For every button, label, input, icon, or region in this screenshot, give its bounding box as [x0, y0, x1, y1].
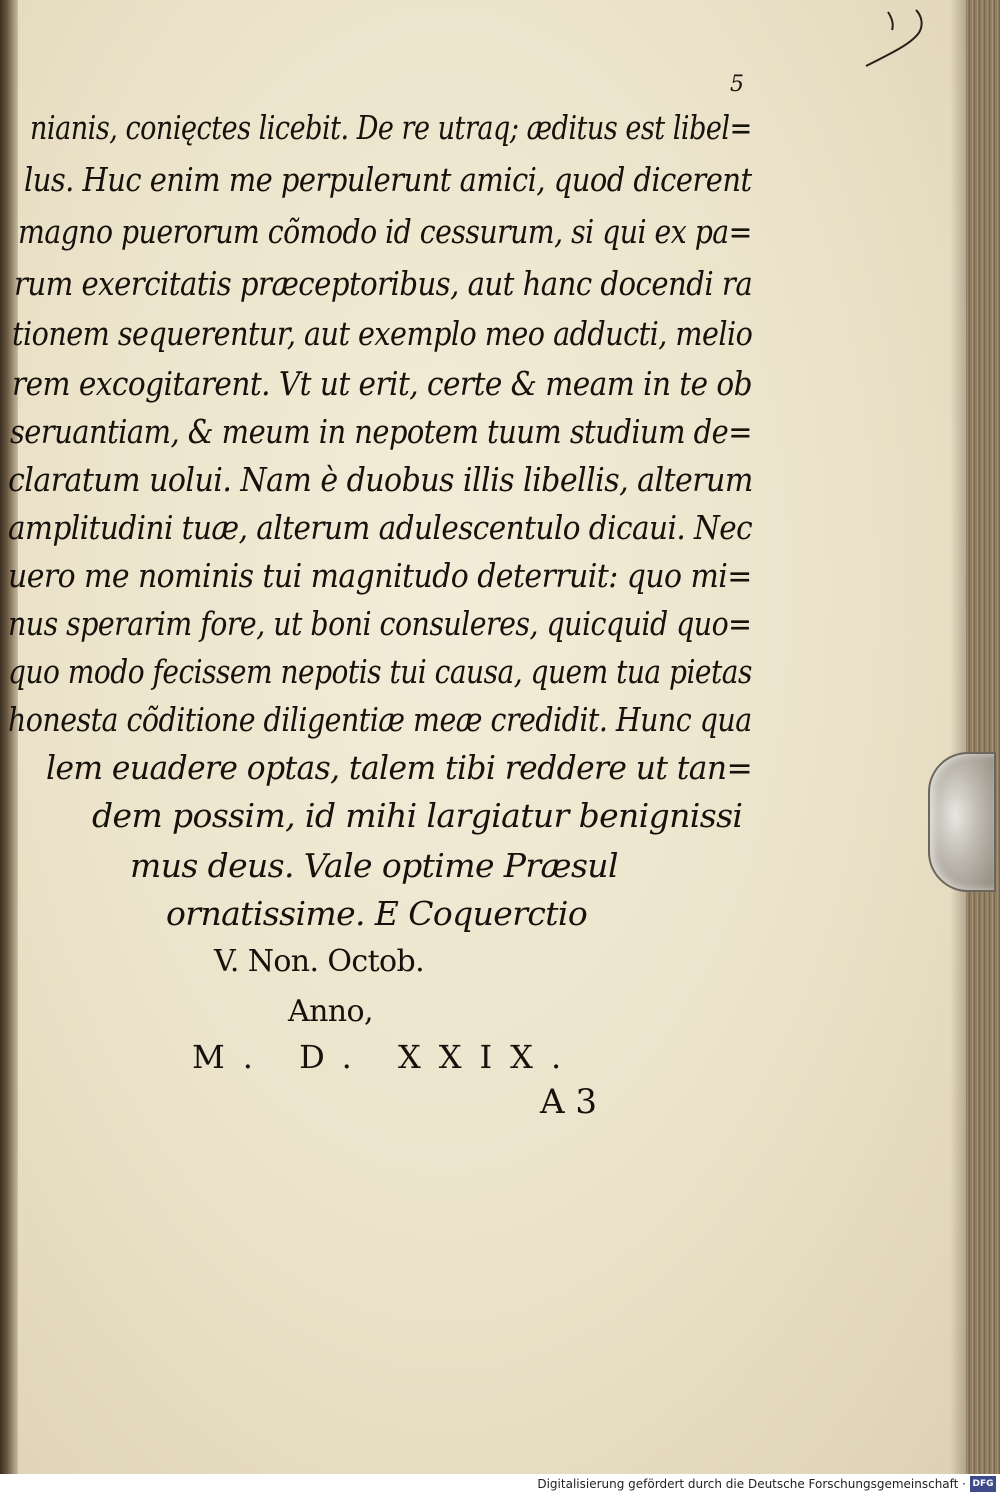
text-line: seruantiam, & meum in nepotem tuum studium de=	[10, 412, 752, 451]
text-line: Anno,	[288, 994, 373, 1029]
signature-mark: A 3	[540, 1082, 597, 1122]
text-line: nianis, conięctes licebit. De re utraq; æditus est libel=	[30, 108, 752, 147]
text-line: quo modo fecissem nepotis tui causa, quem tua pietas	[8, 652, 752, 691]
text-line: lus. Huc enim me perpulerunt amici, quod dicerent	[24, 160, 752, 199]
text-line: tionem sequerentur, aut exemplo meo adducti, melio	[12, 314, 753, 353]
text-line: nus sperarim fore, ut boni consuleres, quicquid quo=	[8, 604, 752, 643]
footer-credit: Digitalisierung gefördert durch die Deutsche Forschungsgemeinschaft ·	[537, 1477, 966, 1491]
text-line: ornatissime. E Coquerctio	[166, 894, 588, 933]
text-line: rum exercitatis præceptoribus, aut hanc docendi ra	[14, 264, 753, 303]
text-line: honesta cõditione diligentiæ meæ credidit. Hunc qua	[8, 700, 752, 739]
text-line: M. D. XXIX.	[192, 1038, 580, 1076]
text-line: V. Non. Octob.	[214, 944, 425, 979]
text-line: magno puerorum cõmodo id cessurum, si qui ex pa=	[18, 212, 752, 251]
text-line: mus deus. Vale optime Præsul	[130, 846, 618, 885]
text-line: lem euadere optas, talem tibi reddere ut tan=	[46, 748, 753, 787]
text-line: uero me nominis tui magnitudo deterruit: quo mi=	[8, 556, 752, 595]
text-line: dem possim, id mihi largiatur benignissi	[92, 796, 743, 835]
folio-number: 5	[730, 72, 744, 97]
text-line: amplitudini tuæ, alterum adulescentulo dicaui. Nec	[8, 508, 753, 547]
text-line: claratum uolui. Nam è duobus illis libellis, alterum	[8, 460, 753, 499]
footer-bar	[0, 1474, 1000, 1496]
dfg-logo: DFG	[970, 1476, 996, 1492]
text-line: rem excogitarent. Vt ut erit, certe & meam in te ob	[12, 364, 753, 403]
